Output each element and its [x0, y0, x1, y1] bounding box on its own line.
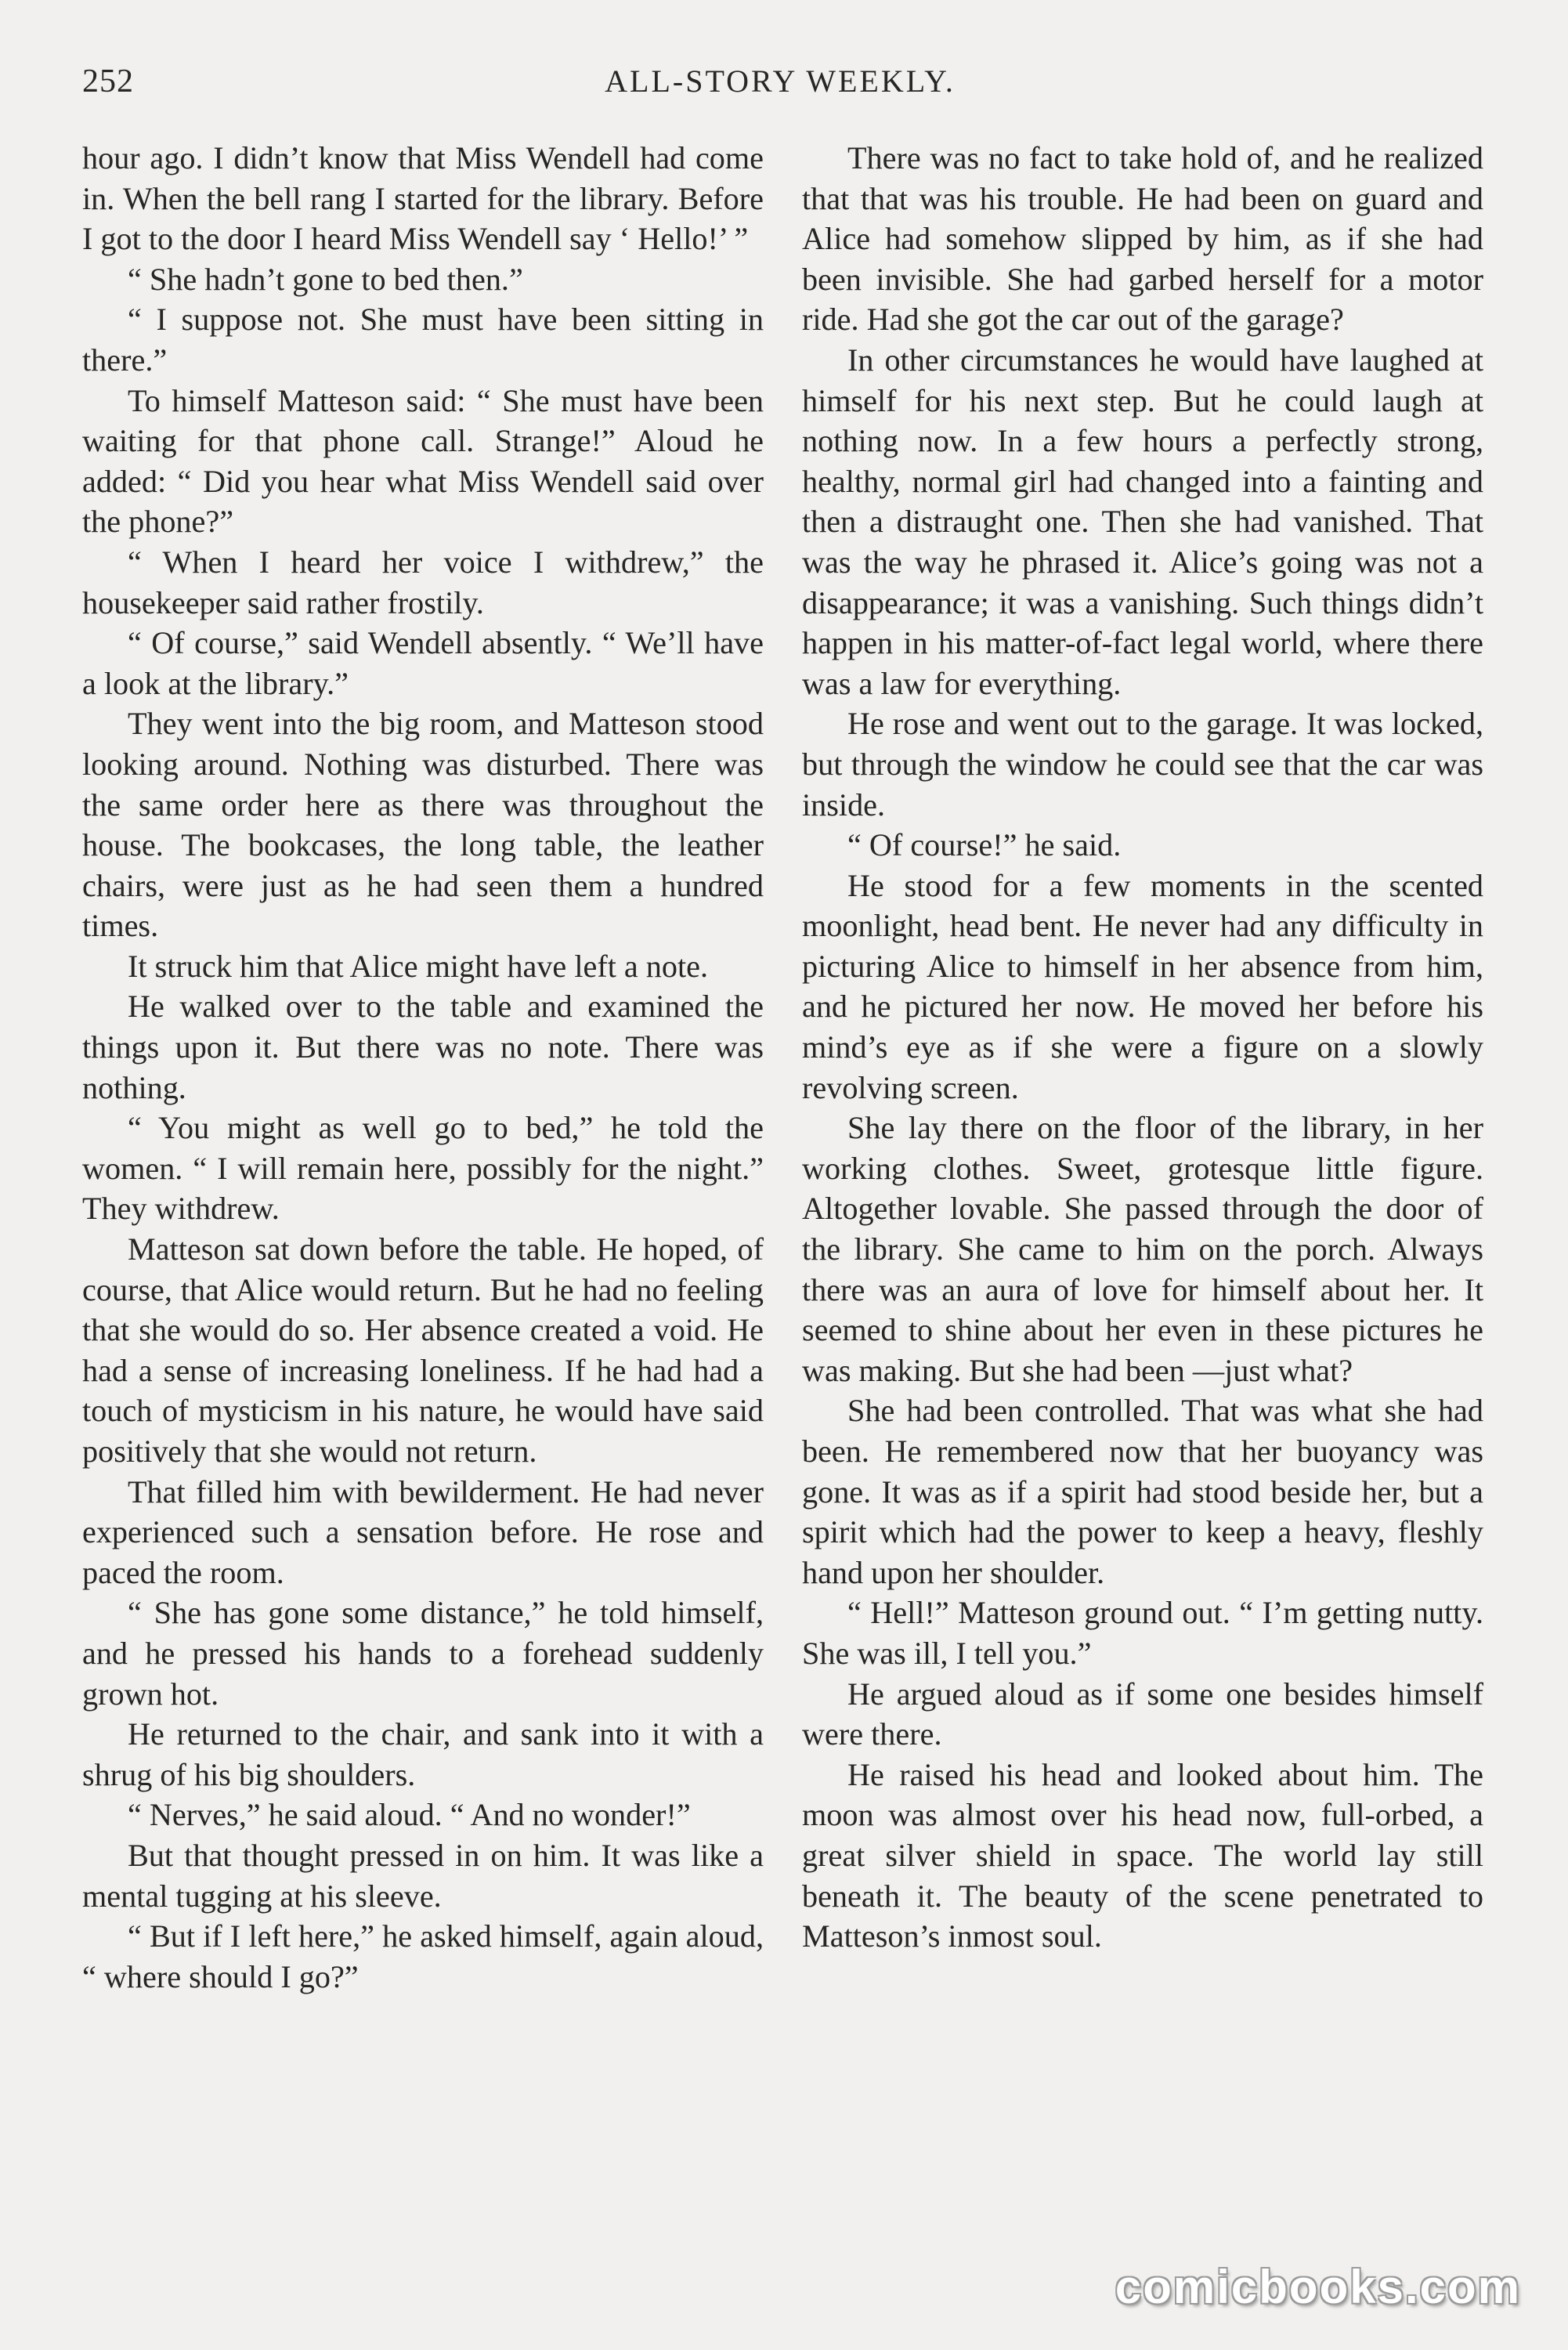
- right-column: [802, 138, 1483, 1957]
- paragraph: In other circumstances he would have laughed at himself for his next step. But he could laugh at nothing now. In a few hours a perfectly strong, healthy, normal girl had changed into a fainting and then a distraught one. Then she had vanished. That was the way he phrased it. Alice’s going was not a disappearance; it was a vanishing. Such things didn’t happen in his matter-of-fact legal world, where there was a law for everything.: [802, 342, 1483, 701]
- paragraph: “ Of course!” he said.: [847, 827, 1122, 863]
- paragraph: That filled him with bewilderment. He had never experienced such a sensation before. He rose and paced the room.: [82, 1473, 764, 1590]
- paragraph: He stood for a few moments in the scented moonlight, head bent. He never had any difficulty in picturing Alice to himself in her absence from him, and he pictured her now. He moved her before his mind’s eye as if she were a figure on a slowly revolving screen.: [802, 867, 1483, 1105]
- paragraph: He returned to the chair, and sank into it with a shrug of his big shoulders.: [82, 1716, 764, 1792]
- paragraph: “ Hell!” Matteson ground out. “ I’m getting nutty. She was ill, I tell you.”: [802, 1595, 1483, 1671]
- page-header: [82, 63, 1478, 110]
- paragraph: There was no fact to take hold of, and he realized that that was his trouble. He had been on guard and Alice had somehow slipped by him, as if she had been invisible. She had garbed herself for a motor ride. Had she got the car out of the garage?: [802, 140, 1483, 338]
- paragraph: Matteson sat down before the table. He hoped, of course, that Alice would return. But he had no feeling that she would do so. Her absence created a void. He had a sense of increasing loneliness. If he had had a touch of mysticism in his nature, he would have said positively that she would not return.: [82, 1231, 764, 1469]
- paragraph: It struck him that Alice might have left a note.: [128, 948, 709, 984]
- paragraph: They went into the big room, and Matteson stood looking around. Nothing was disturbed. There was the same order here as there was throughout the house. The bookcases, the long table, the leather chairs, were just as he had seen them a hundred times.: [82, 706, 764, 944]
- paragraph: She had been controlled. That was what she had been. He remembered now that her buoyancy was gone. It was as if a spirit had stood beside her, but a spirit which had the power to keep a heavy, fleshly hand upon her shoulder.: [802, 1393, 1483, 1590]
- paragraph: He raised his head and looked about him. The moon was almost over his head now, full-orbed, a great silver shield in space. The world lay still beneath it. The beauty of the scene penetrated to Matteson’s inmost soul.: [802, 1756, 1483, 1954]
- page-number: 252: [82, 63, 134, 99]
- paragraph: “ She has gone some distance,” he told himself, and he pressed his hands to a forehead suddenly grown hot.: [82, 1595, 764, 1712]
- paragraph: “ You might as well go to bed,” he told the women. “ I will remain here, possibly for the night.” They withdrew.: [82, 1110, 764, 1227]
- paragraph: “ I suppose not. She must have been sitting in there.”: [82, 302, 764, 378]
- paragraph: “ But if I left here,” he asked himself, again aloud, “ where should I go?”: [82, 1918, 764, 1994]
- paragraph: “ Of course,” said Wendell absently. “ We’ll have a look at the library.”: [82, 625, 764, 701]
- paragraph: To himself Matteson said: “ She must have been waiting for that phone call. Strange!” Aloud he added: “ Did you hear what Miss Wendell said over the phone?”: [82, 382, 764, 540]
- paragraph: She lay there on the floor of the library, in her working clothes. Sweet, grotesque little figure. Altogether lovable. She passed through the door of the library. She came to him on the porch. Always there was an aura of love for himself about her. It seemed to shine about her even in these pictures he was making. But she had been —just what?: [802, 1110, 1483, 1388]
- paragraph: hour ago. I didn’t know that Miss Wendell had come in. When the bell rang I started for the library. Before I got to the door I heard Miss Wendell say ‘ Hello!’ ”: [82, 140, 764, 257]
- paragraph: He rose and went out to the garage. It was locked, but through the window he could see that the car was inside.: [802, 706, 1483, 822]
- paragraph: “ When I heard her voice I withdrew,” the housekeeper said rather frostily.: [82, 544, 764, 620]
- paragraph: “ She hadn’t gone to bed then.”: [128, 261, 523, 297]
- paragraph: But that thought pressed in on him. It was like a mental tugging at his sleeve.: [82, 1837, 764, 1914]
- paragraph: He walked over to the table and examined the things upon it. But there was no note. There was nothing.: [82, 989, 764, 1105]
- paragraph: He argued aloud as if some one besides himself were there.: [802, 1676, 1483, 1752]
- paragraph: “ Nerves,” he said aloud. “ And no wonder!”: [128, 1797, 691, 1833]
- watermark-logo: comicbooks.com: [1115, 2261, 1521, 2313]
- running-title: ALL-STORY WEEKLY.: [605, 63, 956, 99]
- left-column: [82, 138, 764, 1997]
